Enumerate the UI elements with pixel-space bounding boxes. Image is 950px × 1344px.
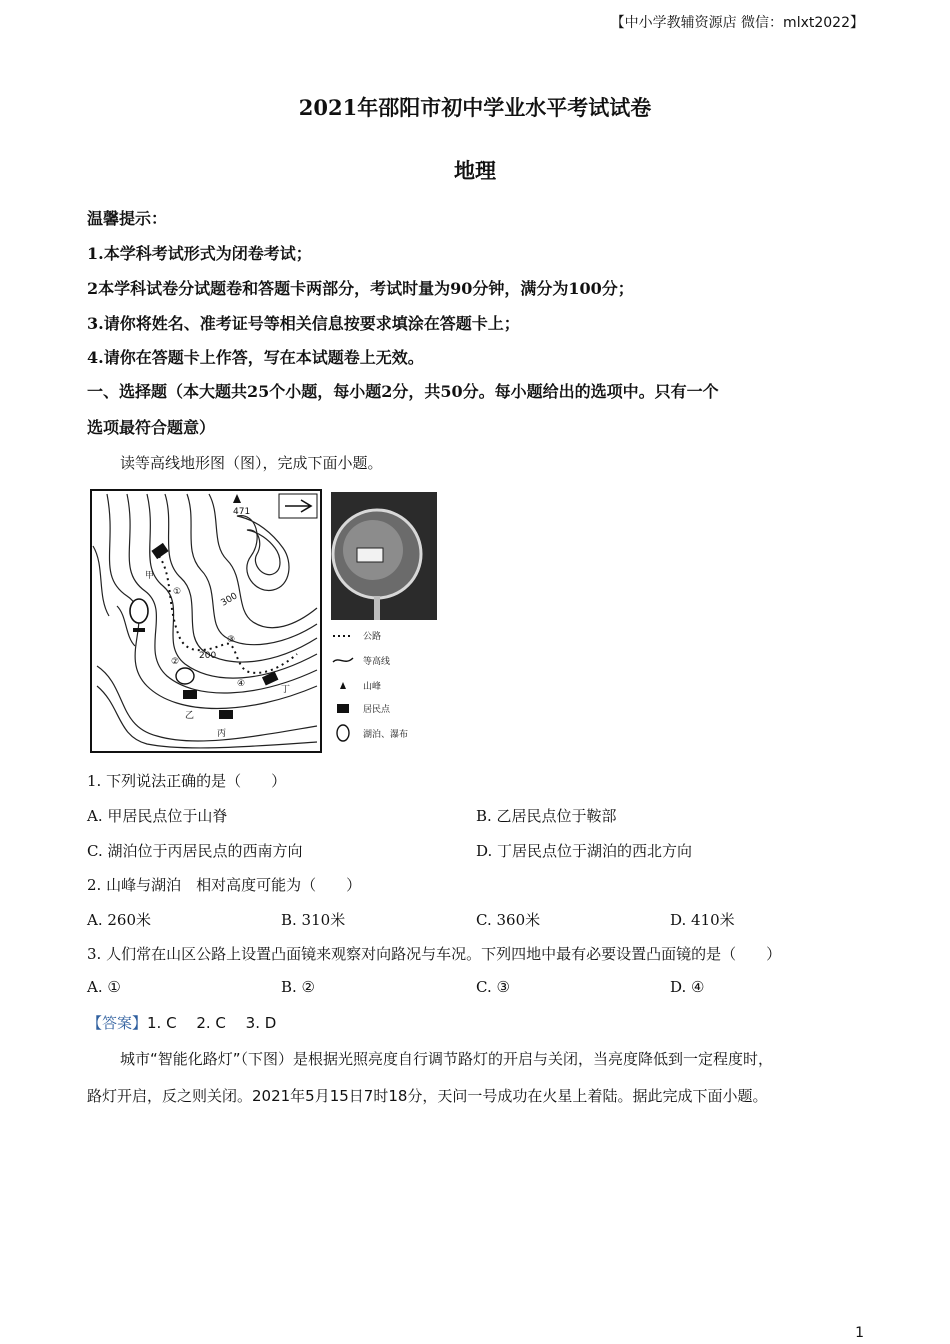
contour-map-svg <box>87 486 439 756</box>
q1-option-b: B. 乙居民点位于鞍部 <box>476 807 617 825</box>
answer-tag: 【答案】 <box>87 1014 148 1032</box>
label-yi: 乙 <box>185 711 195 721</box>
tip-item: 4.请你在答题卡上作答，写在本试题卷上无效。 <box>87 348 424 367</box>
legend-settlement-label: 居民点 <box>363 705 391 715</box>
lake-shape <box>130 599 148 623</box>
subject-title: 地理 <box>454 158 496 183</box>
passage-line-1: 城市“智能化路灯”（下图）是根据光照亮度自行调节路灯的开启与关闭，当亮度降低到一定程度时， <box>120 1050 774 1068</box>
settlement-yi <box>183 690 197 699</box>
legend-lake-label: 湖泊、瀑布 <box>363 730 409 740</box>
contour-label-300: 300 <box>219 591 240 609</box>
q2-option-c: C. 360米 <box>476 911 541 929</box>
marker-2: ② <box>171 657 180 667</box>
q2-option-d: D. 410米 <box>670 911 735 929</box>
peak-value-label: 471 <box>233 507 251 517</box>
q3-option-c: C. ③ <box>476 978 510 996</box>
section-heading: 一、选择题（本大题共25个小题，每小题2分，共50分。每小题给出的选项中。只有一个 <box>87 382 719 401</box>
tip-item: 3.请你将姓名、准考证号等相关信息按要求填涂在答题卡上； <box>87 314 520 333</box>
exam-title: 2021年邵阳市初中学业水平考试试卷 <box>298 95 652 120</box>
tips-heading: 温馨提示： <box>87 209 168 228</box>
label-jia: 甲 <box>145 571 155 581</box>
car-reflection <box>357 548 383 562</box>
tip-item: 2本学科试卷分试题卷和答题卡两部分，考试时量为90分钟，满分为100分； <box>87 279 634 298</box>
mirror-pole <box>374 596 380 620</box>
small-lake-shape <box>176 668 194 684</box>
label-ding: 丁 <box>281 685 291 695</box>
marker-1: ① <box>173 587 182 597</box>
map-frame <box>91 490 321 752</box>
lake-legend-icon <box>337 725 349 741</box>
q2-option-a: A. 260米 <box>87 911 151 929</box>
waterfall-mark <box>133 628 145 632</box>
contour-legend-icon <box>333 658 353 662</box>
contour-label-200: 200 <box>199 651 217 661</box>
legend-contour-label: 等高线 <box>363 657 391 667</box>
q1-option-a: A. 甲居民点位于山脊 <box>87 807 228 825</box>
marker-3: ③ <box>227 635 236 645</box>
question-3-stem: 3. 人们常在山区公路上设置凸面镜来观察对向路况与车况。下列四地中最有必要设置凸面镜的是（ ） <box>87 945 782 963</box>
label-bing: 丙 <box>217 729 227 739</box>
section-heading-cont: 选项最符合题意） <box>87 418 216 437</box>
peak-legend-icon <box>340 682 346 689</box>
q3-option-d: D. ④ <box>670 978 705 996</box>
settlement-bing <box>219 710 233 719</box>
q2-option-b: B. 310米 <box>281 911 346 929</box>
question-1-stem: 1. 下列说法正确的是（ ） <box>87 772 287 790</box>
map-legend <box>333 630 408 741</box>
marker-4: ④ <box>237 679 246 689</box>
q3-option-a: A. ① <box>87 978 121 996</box>
contour-map-figure <box>87 486 439 756</box>
page-number: 1 <box>855 1325 864 1341</box>
q1-option-c: C. 湖泊位于丙居民点的西南方向 <box>87 842 303 860</box>
legend-peak-label: 山峰 <box>363 682 382 692</box>
tip-item: 1.本学科考试形式为闭卷考试； <box>87 244 312 263</box>
q1-option-d: D. 丁居民点位于湖泊的西北方向 <box>476 842 693 860</box>
passage-line-2: 路灯开启，反之则关闭。2021年5月15日7时18分，天问一号成功在火星上着陆。据此完成下面小题。 <box>87 1087 768 1105</box>
question-2-stem: 2. 山峰与湖泊 相对高度可能为（ ） <box>87 876 362 894</box>
q3-option-b: B. ② <box>281 978 316 996</box>
settlement-legend-icon <box>337 704 349 713</box>
question-intro: 读等高线地形图（图），完成下面小题。 <box>120 454 383 472</box>
legend-road-label: 公路 <box>363 632 382 642</box>
answer-text: 1. C 2. C 3. D <box>147 1014 277 1032</box>
header-note: 【中小学教辅资源店 微信：mlxt2022】 <box>610 15 864 31</box>
answer-line <box>87 1012 276 1033</box>
